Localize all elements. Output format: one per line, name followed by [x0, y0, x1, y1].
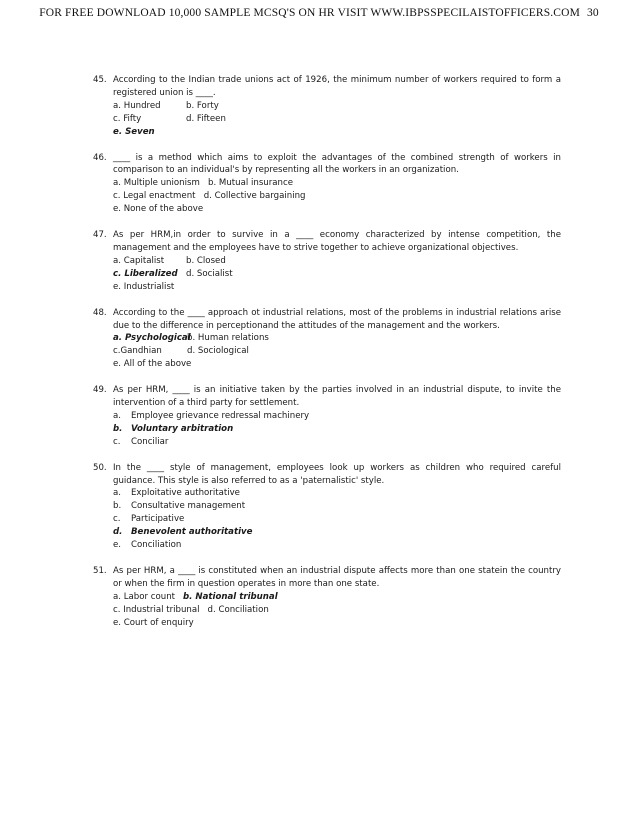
options-row [113, 100, 561, 113]
question-number: 46. [93, 152, 107, 163]
options-row [113, 358, 561, 371]
option-text: Conciliar [131, 436, 169, 447]
question-text: According to the Indian trade unions act of 1926, the minimum number of workers required to form a registered union is ____. [113, 75, 561, 98]
option-text: Conciliation [131, 540, 182, 551]
option-a: a. Capitalist [113, 255, 165, 266]
options-row [113, 255, 561, 268]
options-row [113, 177, 561, 190]
options-row [113, 190, 561, 203]
question-number: 45. [93, 75, 107, 85]
option-c: c. Fifty [113, 113, 142, 124]
option-e: e. All of the above [113, 359, 192, 370]
options-row [113, 345, 561, 358]
options-row [113, 126, 561, 139]
option-c: c. Industrial tribunal [113, 604, 200, 615]
option-letter: c. [113, 436, 121, 447]
question-text: According to the ____ approach ot industrial relations, most of the problems in industrial relations arise due to the difference in perceptionand the attitudes of the management and the workers. [113, 307, 561, 331]
option-row [113, 539, 561, 552]
option-a-b: a. Multiple unionism b. Mutual insurance [113, 178, 294, 189]
option-row-answer [113, 423, 561, 436]
question-number: 50. [93, 462, 107, 473]
option-row [113, 487, 561, 500]
option-text: Benevolent authoritative [131, 527, 253, 538]
option-d: d. Fifteen [186, 113, 226, 124]
question-text: As per HRM,in order to survive in a ____ economy characterized by intense competition, the management and the employees have to strive together to achieve organizational objectives. [113, 230, 561, 253]
option-letter: a. [113, 410, 121, 421]
option-c-d: c. Legal enactment d. Collective bargaining [113, 191, 306, 202]
options-row [113, 268, 561, 281]
option-b: b. Forty [186, 100, 219, 111]
option-letter: e. [113, 540, 122, 551]
option-row [113, 436, 561, 449]
options-row [113, 281, 561, 294]
option-c: c.Gandhian [113, 346, 162, 357]
option-letter: d. [113, 527, 123, 538]
question-text: ____ is a method which aims to exploit the advantages of the combined strength of workers in comparison to an individual's by representing all the workers in an organization. [113, 152, 561, 176]
question-47 [0, 229, 638, 294]
option-e: e. Industrialist [113, 281, 175, 292]
option-e: e. None of the above [113, 204, 204, 215]
option-row-answer [113, 526, 561, 539]
option-d: d. Sociological [187, 346, 249, 357]
option-a-answer: a. Psychological [113, 333, 191, 344]
page-number: 30 [586, 7, 599, 19]
page-header [0, 7, 638, 19]
option-a: a. Labor count [113, 591, 176, 602]
option-d: d. Conciliation [207, 604, 269, 615]
options-row [113, 591, 561, 604]
options-row [113, 113, 561, 126]
option-text: Voluntary arbitration [131, 423, 234, 434]
question-number: 49. [93, 385, 107, 396]
option-d: d. Socialist [186, 268, 233, 279]
option-b-answer: b. National tribunal [183, 591, 278, 602]
option-a: a. Hundred [113, 100, 161, 111]
question-text: In the ____ style of management, employees look up workers as children who required careful guidance. This style is also referred to as a 'paternalistic' style. [113, 462, 561, 486]
option-text: Consultative management [131, 501, 246, 512]
question-45 [0, 74, 638, 139]
question-50 [0, 462, 638, 552]
question-list [0, 74, 638, 643]
question-text: As per HRM, a ____ is constituted when an industrial dispute affects more than one statein the country or when the firm in question operates in more than one state. [113, 566, 561, 589]
question-46 [0, 152, 638, 217]
option-row [113, 500, 561, 513]
question-text: As per HRM, ____ is an initiative taken by the parties involved in an industrial dispute, to invite the intervention of a third party for settlement. [113, 385, 561, 409]
header-text: FOR FREE DOWNLOAD 10,000 SAMPLE MCSQ'S ON HR VISIT WWW.IBPSSPECILAISTOFFICERS.COM [39, 7, 580, 19]
question-51 [0, 565, 638, 630]
option-e: e. Court of enquiry [113, 617, 194, 628]
option-row [113, 513, 561, 526]
question-number: 47. [93, 230, 107, 241]
option-b: b. Closed [186, 255, 226, 266]
options-row [113, 203, 561, 216]
option-text: Exploitative authoritative [131, 488, 240, 499]
options-row [113, 617, 561, 630]
option-e-answer: e. Seven [113, 126, 155, 137]
question-number: 48. [93, 307, 107, 318]
options-row [113, 604, 561, 617]
option-text: Employee grievance redressal machinery [131, 410, 310, 421]
option-letter: a. [113, 488, 121, 499]
question-number: 51. [93, 566, 107, 576]
option-letter: c. [113, 514, 121, 525]
option-letter: b. [113, 501, 122, 512]
option-letter: b. [113, 423, 123, 434]
option-row [113, 410, 561, 423]
option-c-answer: c. Liberalized [113, 268, 178, 279]
question-49 [0, 384, 638, 449]
question-48 [0, 307, 638, 372]
options-row [113, 332, 561, 345]
option-b: b. Human relations [187, 333, 269, 344]
option-text: Participative [131, 514, 185, 525]
